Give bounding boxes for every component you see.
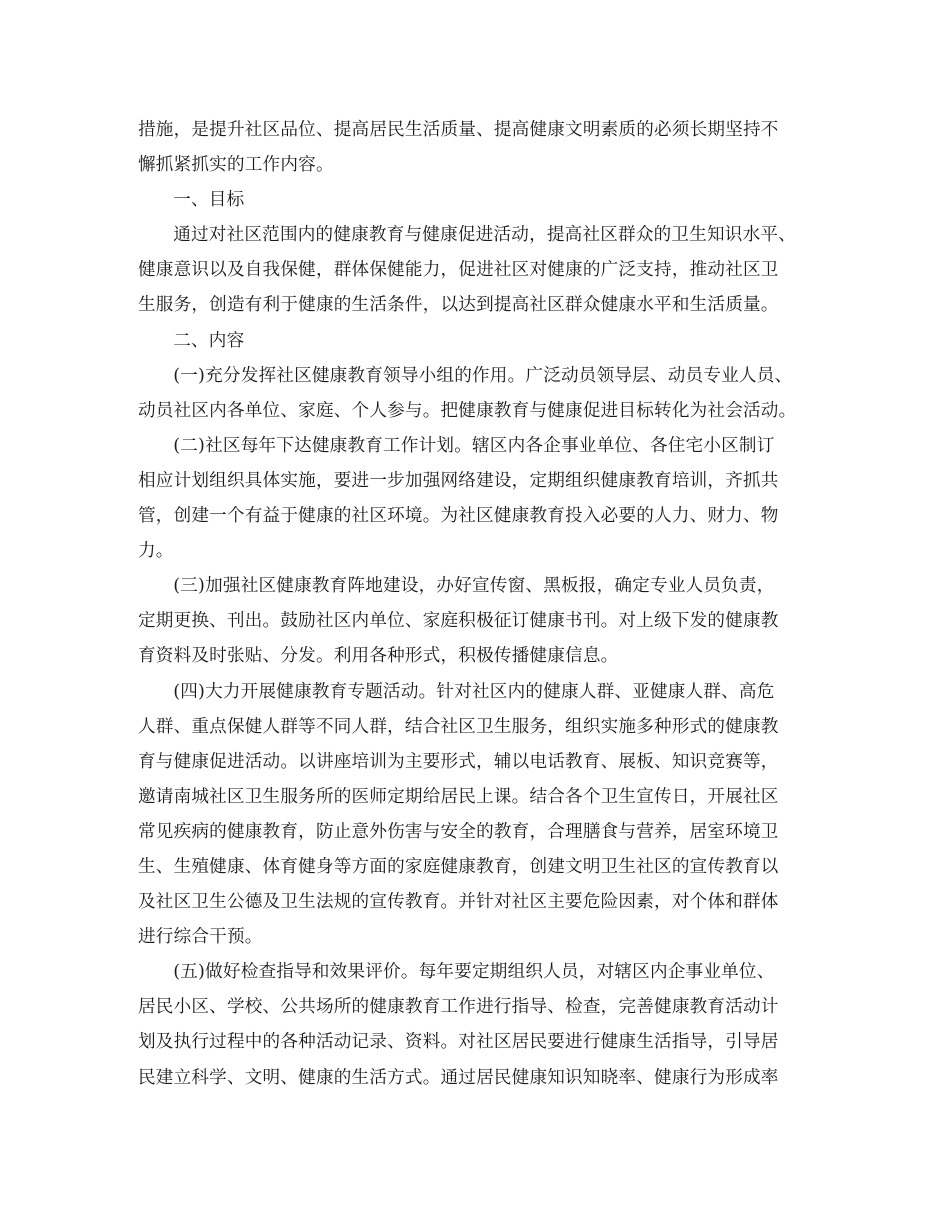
paragraph-item-3 bbox=[138, 569, 818, 674]
text-line: 育与健康促进活动。以讲座培训为主要形式，辅以电话教育、展板、知识竞赛等， bbox=[138, 751, 779, 772]
text-line: (二)社区每年下达健康教育工作计划。辖区内各企事业单位、各住宅小区制订 bbox=[173, 435, 775, 456]
text-line: 相应计划组织具体实施，要进一步加强网络建设，定期组织健康教育培训，齐抓共 bbox=[138, 470, 779, 491]
heading-text: 一、目标 bbox=[173, 190, 245, 211]
paragraph-goal bbox=[138, 218, 818, 323]
paragraph-continuation bbox=[138, 113, 818, 183]
text-line: 划及执行过程中的各种活动记录、资料。对社区居民要进行健康生活指导，引导居 bbox=[138, 1032, 779, 1053]
text-line: 进行综合干预。 bbox=[138, 927, 263, 948]
text-line: 育资料及时张贴、分发。利用各种形式，积极传播健康信息。 bbox=[138, 646, 619, 667]
section-heading-goal bbox=[138, 183, 818, 218]
text-line: (四)大力开展健康教育专题活动。针对社区内的健康人群、亚健康人群、高危 bbox=[173, 681, 775, 702]
text-line: 邀请南城社区卫生服务所的医师定期给居民上课。结合各个卫生宣传日，开展社区 bbox=[138, 786, 779, 807]
text-line: 动员社区内各单位、家庭、个人参与。把健康教育与健康促进目标转化为社会活动。 bbox=[138, 400, 797, 421]
text-line: 常见疾病的健康教育，防止意外伤害与安全的教育，合理膳食与营养，居室环境卫 bbox=[138, 821, 779, 842]
text-line: 措施，是提升社区品位、提高居民生活质量、提高健康文明素质的必须长期坚持不 bbox=[138, 120, 779, 140]
text-line: 生服务，创造有利于健康的生活条件，以达到提高社区群众健康水平和生活质量。 bbox=[138, 295, 779, 316]
text-line: (一)充分发挥社区健康教育领导小组的作用。广泛动员领导层、动员专业人员、 bbox=[173, 365, 793, 386]
text-line: 管，创建一个有益于健康的社区环境。为社区健康教育投入必要的人力、财力、物 bbox=[138, 506, 779, 527]
text-line: 人群、重点保健人群等不同人群，结合社区卫生服务，组织实施多种形式的健康教 bbox=[138, 716, 779, 737]
text-line: 定期更换、刊出。鼓励社区内单位、家庭积极征订健康书刊。对上级下发的健康教 bbox=[138, 611, 779, 632]
text-line: (五)做好检查指导和效果评价。每年要定期组织人员，对辖区内企事业单位、 bbox=[173, 962, 775, 983]
text-line: (三)加强社区健康教育阵地建设，办好宣传窗、黑板报，确定专业人员负责， bbox=[173, 576, 775, 597]
document-body bbox=[138, 113, 818, 1096]
section-heading-content bbox=[138, 324, 818, 359]
text-line: 力。 bbox=[138, 541, 174, 562]
paragraph-item-5 bbox=[138, 955, 818, 1095]
paragraph-item-2 bbox=[138, 429, 818, 569]
text-line: 民建立科学、文明、健康的生活方式。通过居民健康知识知晓率、健康行为形成率 bbox=[138, 1067, 779, 1088]
heading-text: 二、内容 bbox=[173, 330, 245, 351]
paragraph-item-4 bbox=[138, 675, 818, 956]
text-line: 生、生殖健康、体育健身等方面的家庭健康教育，创建文明卫生社区的宣传教育以 bbox=[138, 856, 779, 877]
text-line: 及社区卫生公德及卫生法规的宣传教育。并针对社区主要危险因素，对个体和群体 bbox=[138, 892, 779, 913]
text-line: 通过对社区范围内的健康教育与健康促进活动，提高社区群众的卫生知识水平、 bbox=[173, 225, 796, 246]
paragraph-item-1 bbox=[138, 359, 818, 429]
text-line: 居民小区、学校、公共场所的健康教育工作进行指导、检查，完善健康教育活动计 bbox=[138, 997, 779, 1018]
text-line: 健康意识以及自我保健，群体保健能力，促进社区对健康的广泛支持，推动社区卫 bbox=[138, 260, 779, 281]
text-line: 懈抓紧抓实的工作内容。 bbox=[138, 155, 334, 176]
